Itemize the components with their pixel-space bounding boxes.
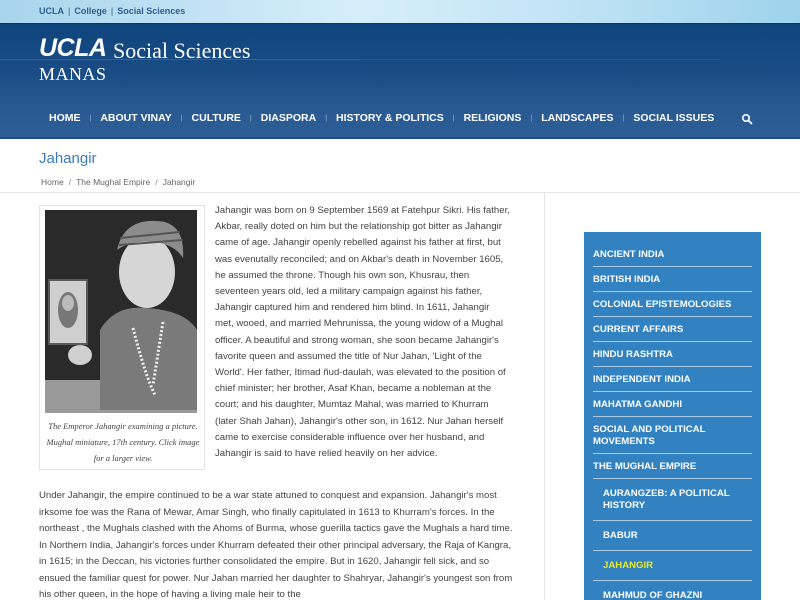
top-utility-bar — [0, 0, 800, 23]
breadcrumb-mughal-empire[interactable]: The Mughal Empire — [76, 177, 151, 187]
content-divider — [0, 192, 800, 193]
nav-separator: | — [622, 114, 625, 122]
ucla-logo[interactable]: UCLA — [39, 34, 107, 62]
social-sciences-logo-text[interactable]: Social Sciences — [113, 38, 251, 63]
nav-culture[interactable]: CULTURE — [191, 112, 241, 124]
sidebar-subitem-jahangir-active[interactable]: JAHANGIR — [593, 551, 752, 581]
sidebar-item-current-affairs[interactable]: CURRENT AFFAIRS — [593, 317, 752, 342]
sidebar-item-colonial-epistemologies[interactable]: COLONIAL EPISTEMOLOGIES — [593, 292, 752, 317]
sidebar-divider — [544, 193, 545, 600]
breadcrumb-separator: / — [68, 177, 72, 187]
sidebar-item-ancient-india[interactable]: ANCIENT INDIA — [593, 242, 752, 267]
social-sciences-link[interactable]: Social Sciences — [117, 6, 186, 16]
sidebar-item-hindu-rashtra[interactable]: HINDU RASHTRA — [593, 342, 752, 367]
section-sidebar-nav — [584, 232, 761, 600]
site-name[interactable]: MANAS — [39, 64, 107, 84]
sidebar-subitem-babur[interactable]: BABUR — [593, 521, 752, 551]
breadcrumb-home[interactable]: Home — [41, 177, 64, 187]
nav-separator: | — [249, 114, 252, 122]
nav-diaspora[interactable]: DIASPORA — [260, 112, 317, 124]
figure-caption: The Emperor Jahangir examining a picture. Mughal miniature, 17th century. Click image for a larger view. — [46, 421, 200, 463]
header-bottom-border — [0, 137, 800, 139]
article-paragraph-1: Jahangir was born on 9 September 1569 at Fatehpur Sikri. His father, Akbar, really doted on him but the relationship got bitter as Jahangir came of age. Jahangir openly rebelled against his father at first, but was evenutally reconciled; and on Akbar's death in November 1605, he assumed the throne. Though his own son, Khusrau, then seventeen years old, led a military campaign against his father, Jahangir captured him and rendered him blind. In 1611, Jahangir met, wooed, and married Mehrunissa, the young widow of a Mughal officer. A beautiful and strong woman, she soon became Jahangir's favorite queen and assumed the title of Nur Jahan, 'Light of the World'. Her father, Itimad ñud-daulah, was elevated to the position of chief minister; her brother, Asaf Khan, became a nobleman at the court; and his daughter, Mumtaz Mahal, was married to Khurram (later Shah Jahan), Jahangir's other son, in 1612. Nur Jahan herself came to exercise considerable influence over her husband, and Jahangir is said to have relied heavily on her advice. — [215, 205, 510, 460]
college-link[interactable]: College — [74, 6, 107, 16]
nav-separator: | — [180, 114, 183, 122]
article-figure — [39, 205, 205, 470]
sidebar-item-social-political-movements[interactable]: SOCIAL AND POLITICAL MOVEMENTS — [593, 417, 752, 454]
separator: | — [68, 6, 71, 16]
utility-links — [39, 6, 185, 16]
sidebar-subitem-mahmud-of-ghazni[interactable]: MAHMUD OF GHAZNI — [593, 581, 752, 600]
nav-separator: | — [325, 114, 328, 122]
sidebar-item-mughal-empire[interactable]: THE MUGHAL EMPIRE — [593, 454, 752, 479]
sidebar-subitem-aurangzeb[interactable]: AURANGZEB: A POLITICAL HISTORY — [593, 479, 752, 521]
main-nav — [40, 112, 723, 124]
ucla-link[interactable]: UCLA — [39, 6, 64, 16]
breadcrumb — [41, 177, 195, 187]
nav-about-vinay[interactable]: ABOUT VINAY — [100, 112, 172, 124]
site-header — [0, 23, 800, 138]
sidebar-item-mahatma-gandhi[interactable]: MAHATMA GANDHI — [593, 392, 752, 417]
article-paragraph-2: Under Jahangir, the empire continued to be a war state attuned to conquest and expansion. Jahangir's most irksome foe was the Rana of Mewar, Amar Singh, who finally capitulated in 1613 to Khurram's forces. In the northeast , the Mughals clashed with the Ahoms of Burma, whose guerilla tactics gave the Mughals a hard time. In Northern India, Jahangir's forces under Khurram defeated their other principal adversary, the Raja of Kangra, in 1615; in the Deccan, his victories further consolidated the empire. But in 1620, Jahangir fell sick, and so ensued the familiar quest for power. Nur Jahan married her daughter to Shahryar, Jahangir's youngest son from his other queen, in the hope of having a living male heir to the — [39, 490, 513, 600]
search-icon[interactable] — [741, 113, 753, 125]
sidebar-item-british-india[interactable]: BRITISH INDIA — [593, 267, 752, 292]
nav-separator: | — [530, 114, 533, 122]
nav-social-issues[interactable]: SOCIAL ISSUES — [633, 112, 715, 124]
separator: | — [110, 6, 114, 16]
nav-history-politics[interactable]: HISTORY & POLITICS — [336, 112, 444, 124]
sidebar-item-independent-india[interactable]: INDEPENDENT INDIA — [593, 367, 752, 392]
page-title: Jahangir — [39, 150, 97, 167]
breadcrumb-current: Jahangir — [162, 177, 196, 187]
nav-home[interactable]: HOME — [49, 112, 81, 124]
nav-separator: | — [452, 114, 455, 122]
jahangir-portrait-image[interactable] — [45, 210, 197, 413]
nav-separator: | — [89, 114, 92, 122]
header-divider — [360, 59, 720, 60]
nav-religions[interactable]: RELIGIONS — [463, 112, 522, 124]
nav-landscapes[interactable]: LANDSCAPES — [541, 112, 614, 124]
breadcrumb-separator: / — [155, 177, 158, 187]
